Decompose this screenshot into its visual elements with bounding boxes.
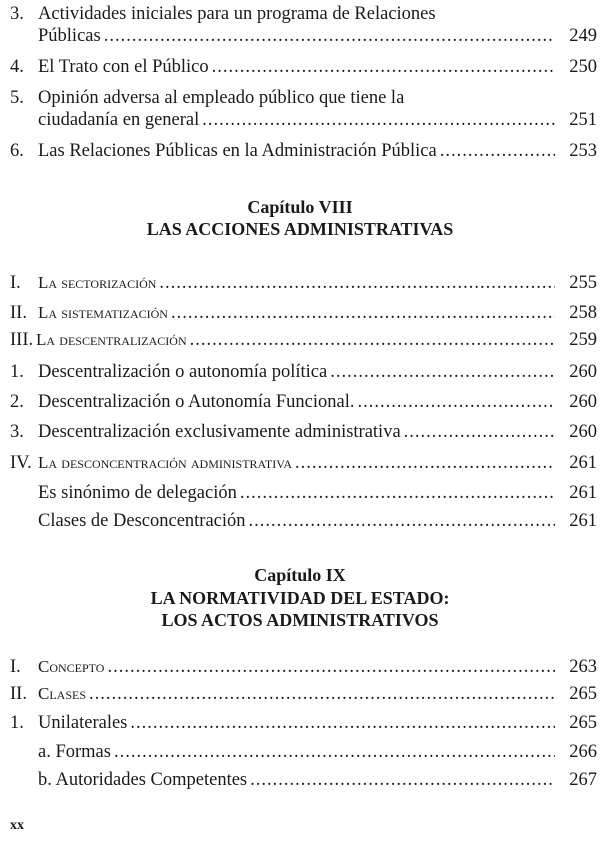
toc-entry-body — [38, 302, 555, 324]
dot-leader — [190, 329, 555, 351]
toc-entry-text: Descentralización exclusivamente administrativa — [38, 422, 401, 442]
toc-entry-text: Actividades iniciales para un programa de Relaciones 3. — [10, 4, 436, 24]
toc-entry-body — [38, 56, 555, 78]
dot-leader — [107, 656, 555, 678]
toc-entry-number: II. — [10, 303, 27, 323]
toc-entry-body — [38, 452, 555, 474]
toc-entry-text: La descentralización — [36, 330, 187, 349]
dot-leader — [89, 683, 555, 705]
toc-entry-body — [38, 25, 555, 47]
chapter-heading: Capítulo IX — [254, 565, 346, 585]
dot-leader — [249, 510, 555, 532]
toc-page-number: 250 — [569, 57, 597, 77]
toc-entry-text: Es sinónimo de delegación — [38, 483, 237, 503]
page-folio: xx — [10, 818, 24, 833]
toc-page-number: 263 — [569, 657, 597, 677]
toc-entry-number: 1. — [10, 362, 24, 382]
toc-page-number: 258 — [569, 303, 597, 323]
toc-entry — [10, 656, 597, 678]
dot-leader — [440, 140, 555, 162]
toc-page-number: 265 — [569, 713, 597, 733]
toc-entry-number: I. — [10, 657, 21, 677]
toc-entry-body — [38, 361, 555, 383]
toc-entry-body — [38, 741, 555, 763]
toc-entry — [10, 56, 597, 78]
toc-entry — [10, 421, 597, 443]
toc-entry-body — [36, 329, 555, 351]
toc-entry-number: 2. — [10, 392, 24, 412]
chapter-title: LOS ACTOS ADMINISTRATIVOS — [161, 610, 439, 630]
toc-entry — [10, 712, 597, 734]
toc-entry-text: La sectorización — [38, 273, 157, 292]
toc-entry-body — [38, 712, 555, 734]
toc-entry-text: Concepto — [38, 657, 105, 676]
toc-entry-text: Unilaterales — [38, 713, 128, 733]
dot-leader — [104, 25, 555, 47]
toc-entry — [10, 109, 597, 131]
toc-page-number: 251 — [569, 110, 597, 130]
chapter-title: LA NORMATIVIDAD DEL ESTADO: — [150, 588, 450, 608]
toc-entry — [10, 452, 597, 474]
toc-entry-text: La sistematización — [38, 303, 168, 322]
toc-entry-body — [38, 482, 555, 504]
toc-page-number: 249 — [569, 26, 597, 46]
toc-entry-text: Clases de Desconcentración — [38, 511, 246, 531]
dot-leader — [240, 482, 555, 504]
toc-page-number: 260 — [569, 362, 597, 382]
dot-leader — [250, 769, 555, 791]
toc-entry-body — [38, 656, 555, 678]
toc-entry-text: Clases — [38, 684, 87, 703]
toc-entry — [10, 741, 597, 763]
toc-entry-text: ciudadanía en general — [38, 110, 200, 130]
dot-leader — [404, 421, 555, 443]
chapter-heading: Capítulo VIII — [247, 197, 353, 217]
toc-page-number: 260 — [569, 422, 597, 442]
toc-entry-number: 1. — [10, 713, 24, 733]
dot-leader — [171, 302, 555, 324]
toc-entry-body — [38, 510, 555, 532]
toc-entry-number: I. — [10, 273, 21, 293]
toc-entry — [10, 272, 597, 294]
toc-entry-text: a. Formas — [38, 742, 111, 762]
toc-entry-number: 4. — [10, 57, 24, 77]
toc-entry-number: 6. — [10, 141, 24, 161]
toc-page-number: 255 — [569, 273, 597, 293]
toc-entry-text: Descentralización o autonomía política — [38, 362, 328, 382]
dot-leader — [114, 741, 555, 763]
dot-leader — [295, 452, 555, 474]
dot-leader — [330, 361, 555, 383]
toc-page-number: 261 — [569, 483, 597, 503]
toc-entry-number: IV. — [10, 453, 32, 473]
toc-page-number: 259 — [569, 330, 597, 350]
chapter-title: LAS ACCIONES ADMINISTRATIVAS — [146, 219, 454, 239]
toc-entry — [10, 302, 597, 324]
toc-entry-number: III. — [10, 330, 34, 350]
toc-entry-text: Opinión adversa al empleado público que tiene la 5. — [10, 88, 405, 108]
toc-entry-body — [38, 140, 555, 162]
toc-page-number: 261 — [569, 511, 597, 531]
toc-entry-number: 3. — [10, 422, 24, 442]
toc-entry-text: El Trato con el Público — [38, 57, 209, 77]
toc-entry — [10, 329, 597, 351]
toc-entry-text: Las Relaciones Públicas en la Administración Pública — [38, 141, 437, 161]
toc-entry — [10, 361, 597, 383]
toc-entry — [10, 391, 597, 413]
toc-entry-body — [38, 421, 555, 443]
toc-entry — [10, 140, 597, 162]
toc-entry-body — [38, 391, 555, 413]
toc-entry — [10, 482, 597, 504]
toc-entry — [10, 510, 597, 532]
toc-entry-body — [38, 769, 555, 791]
toc-entry-text: b. Autoridades Competentes — [38, 770, 248, 790]
toc-page-number: 265 — [569, 684, 597, 704]
dot-leader — [202, 109, 555, 131]
toc-entry — [10, 25, 597, 47]
toc-entry-number: 3. — [10, 4, 24, 24]
toc-entry-number: II. — [10, 684, 27, 704]
toc-entry-body — [38, 109, 555, 131]
toc-page-number: 260 — [569, 392, 597, 412]
dot-leader — [130, 712, 555, 734]
dot-leader — [357, 391, 555, 413]
toc-entry-number: 5. — [10, 88, 24, 108]
toc-entry-text: Descentralización o Autonomía Funcional. — [38, 392, 355, 412]
toc-entry-text: La desconcentración administrativa — [38, 453, 293, 472]
toc-page-number: 267 — [569, 770, 597, 790]
toc-entry — [10, 683, 597, 705]
dot-leader — [212, 56, 555, 78]
toc-entry-body — [38, 683, 555, 705]
toc-page-number: 253 — [569, 141, 597, 161]
toc-entry — [10, 769, 597, 791]
toc-page-number: 266 — [569, 742, 597, 762]
toc-entry-body — [38, 272, 555, 294]
toc-entry-text: Públicas — [38, 26, 101, 46]
toc-page-number: 261 — [569, 453, 597, 473]
dot-leader — [159, 272, 555, 294]
